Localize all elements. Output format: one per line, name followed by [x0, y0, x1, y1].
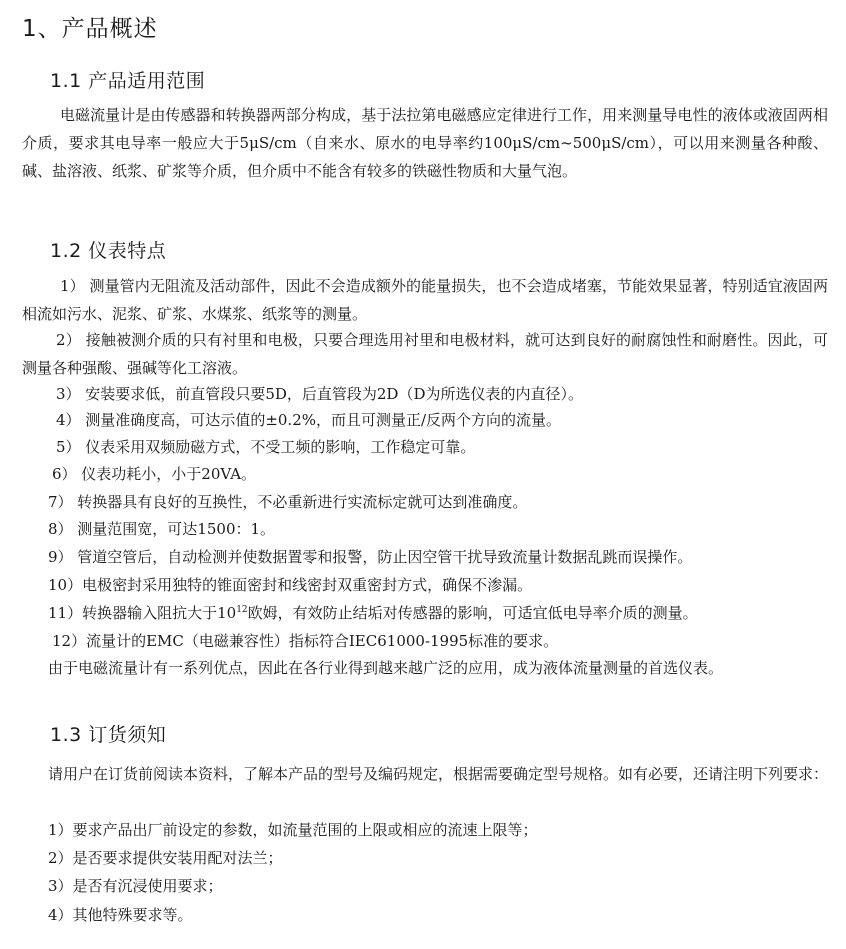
feature-item-7: 7） 转换器具有良好的互换性，不必重新进行实流标定就可达到准确度。 [48, 493, 528, 511]
heading-ordering: 1.3 订货须知 [50, 724, 167, 746]
ordering-item-3: 3）是否有沉浸使用要求； [48, 877, 223, 895]
feature-item-10: 10）电极密封采用独特的锥面密封和线密封双重密封方式，确保不渗漏。 [48, 576, 533, 594]
ordering-item-4: 4）其他特殊要求等。 [48, 906, 193, 924]
feature-item-2: 2） 接触被测介质的只有衬里和电极，只要合理选用衬里和电极材料，就可达到良好的耐腐蚀性和耐磨性。因此，可测量各种强酸、强碱等化工溶液。 [22, 331, 828, 377]
feature-item-11-after: 欧姆，有效防止结垢对传感器的影响，可适宜低电导率介质的测量。 [247, 604, 698, 622]
feature-item-9: 9） 管道空管后，自动检测并使数据置零和报警，防止因空管干扰导致流量计数据乱跳而误操作。 [48, 548, 693, 566]
feature-item-4: 4） 测量准确度高，可达示值的±0.2%，而且可测量正/反两个方向的流量。 [56, 411, 562, 429]
scope-paragraph: 电磁流量计是由传感器和转换器两部分构成，基于法拉第电磁感应定律进行工作，用来测量导电性的液体或液固两相介质，要求其电导率一般应大于5μS/cm（自来水、原水的电导率约100μS/cm~500μS/cm），可以用来测量各种酸、碱、盐溶液、纸浆、矿浆等介质，但介质中不能含有较多的铁磁性物质和大量气泡。 [22, 106, 828, 180]
ordering-item-1: 1）要求产品出厂前设定的参数，如流量范围的上限或相应的流速上限等； [48, 821, 538, 839]
heading-scope: 1.1 产品适用范围 [50, 70, 206, 92]
section-title: 1、产品概述 [22, 16, 158, 42]
feature-item-8: 8） 测量范围宽，可达1500：1。 [48, 520, 276, 538]
feature-item-1: 1） 测量管内无阻流及活动部件，因此不会造成额外的能量损失，也不会造成堵塞，节能效果显著，特别适宜液固两相流如污水、泥浆、矿浆、水煤浆、纸浆等的测量。 [22, 277, 828, 323]
feature-item-3: 3） 安装要求低，前直管段只要5D，后直管段为2D（D为所选仪表的内直径）。 [56, 385, 583, 403]
feature-item-5: 5） 仪表采用双频励磁方式，不受工频的影响，工作稳定可靠。 [56, 438, 476, 456]
heading-features: 1.2 仪表特点 [50, 240, 167, 262]
feature-item-12: 12）流量计的EMC（电磁兼容性）指标符合IEC61000-1995标准的要求。 [52, 632, 559, 650]
feature-item-11 [48, 599, 698, 627]
feature-item-6: 6） 仪表功耗小，小于20VA。 [52, 465, 257, 483]
features-summary: 由于电磁流量计有一系列优点，因此在各行业得到越来越广泛的应用，成为液体流量测量的首选仪表。 [48, 659, 724, 677]
feature-item-11-exponent: 12 [236, 605, 248, 615]
ordering-item-2: 2）是否要求提供安装用配对法兰； [48, 849, 283, 867]
feature-item-11-before: 11）转换器输入阻抗大于10 [48, 604, 237, 622]
ordering-intro: 请用户在订货前阅读本资料，了解本产品的型号及编码规定，根据需要确定型号规格。如有必要，还请注明下列要求： [48, 765, 829, 783]
